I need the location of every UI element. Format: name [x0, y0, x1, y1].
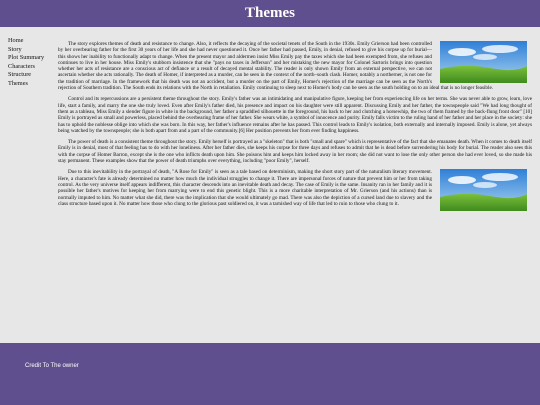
sidebar-item-story[interactable]: Story [8, 45, 22, 53]
paragraph-theme-intro: The story explores themes of death and resistance to change. Also, it reflects the decaying of the societal tenets of the South in the 1930s. Emily Grierson had been controlled by her overbearing father for the first 30 years of her life and she had never questioned it. Once her father had passed, Emily, in denial, refused to give his corpse up for burial—this shows her inability to functionally adapt to change. When the present mayor and aldermen insist Miss Emily pay the taxes which she had been exempted from, she refuses and continues to live in her house. Miss Emily's stubborn insistence that she "pays no taxes in Jefferson" and her mistaking the new mayor for Colonel Sartoris brings into question whether her acts of resistance are a conscious act of defiance or a result of decayed mental stability. The reader is only shown Emily from an external perspective, we can not ascertain whether she acts rationally. The death of Homer, if interpreted as a murder, can be seen in the context of the north–south clash. Homer, notably a northerner, is not one for the tradition of marriage. In the framework that his death was not an accident, but a murder on the part of Emily, Homer's rejection of the marriage can be seen as the North's rejection of Southern tradition. The South ends its relations with the North in retaliation. Emily continuing to sleep next to Homer's body can be seen as the south holding on to an ideal that is no longer feasible. [58, 41, 494, 92]
paragraph-determinism: Due to this inevitability in the portrayal of death, "A Rose for Emily" is seen as a tale based on determinism, making the short story part of the naturalism literary movement. Here, a character's fate is already determined no matter how much the individual struggles to change it. There are impersonal forces of nature that prevent him or her from taking control. As the very universe itself appears indifferent, this character descends into an inevitable death and decay. The case of Emily is the same. Insanity ran in her family and it is possible her father's motives for keeping her from marrying were to end this genetic blight. This is a more charitable interpretation of Mr. Grierson (and his actions) than is normally imputed to him. No matter what she did, there was the implication that she would ultimately go mad. There was also the depiction of a cursed land due to slavery and the class structure based upon it. No matter how those who clung to the glorious past soldiered on, it was a tarnished way of life that led to ruin to those who clung to it. [58, 169, 432, 207]
landscape-image-icon [440, 41, 527, 83]
landscape-image-icon [440, 41, 527, 83]
sidebar-item-plot-summary[interactable]: Plot Summary [8, 54, 45, 62]
landscape-image-icon [440, 169, 527, 211]
sidebar-item-characters[interactable]: Characters [8, 62, 35, 70]
paragraph-death: The power of death is a consistent theme throughout the story. Emily herself is portrayed as a "skeleton" that is both "small and spare" which is representative of the fact that she emanates death. When it comes to death itself Emily is in denial, most of that feeling has to do with her loneliness. After her father dies, she keeps his corpse for three days and refuses to admit that he is dead before surrendering his body for burial. The reader also sees this with the corpse of Homer Barron, except she is the one who inflicts death upon him. She poisons him and keeps him locked away in her room; she did not want to lose the only other person she had ever loved, so she made his stay permanent. These examples show that the power of death triumphs over everything, including "poor Emily", herself. [58, 139, 532, 165]
sidebar-item-themes[interactable]: Themes [8, 79, 28, 87]
paragraph-control: Control and its repercussions are a persistent theme throughout the story. Emily's father was an intimidating and manipulative figure, keeping her from experiencing life on her terms. She was never able to grow, learn, love life, start a family, and marry the one she truly loved. Even after Emily's father died, his presence and impact on his daughter were still apparent. Discussing Emily and her father, the townspeople said "We had long thought of them as a tableau, Miss Emily a slender figure in white in the background, her father a spraddled silhouette in the foreground, his back to her and clutching a horsewhip, the two of them framed by the back-flung front door" [10] Emily is portrayed as small and powerless, placed behind the overbearing frame of her father. She wears white, a symbol of innocence and purity. Emily falls victim to the ruling hand of her father and her place in the society: she has to uphold the noblesse oblige into which she was born. In this way, her father's influence remains after he has passed. This control leads to Emily's isolation, both externally and internally imposed. Emily is alone, yet always being watched by the townspeople; she is both apart from and a part of the community.[6] Her position prevents her from ever finding happiness. [58, 96, 532, 134]
landscape-image-icon [440, 169, 527, 211]
site-footer [0, 343, 540, 405]
page-title: Themes [245, 5, 295, 21]
footer-credit: Credit To The owner [25, 363, 79, 369]
sidebar-item-home[interactable]: Home [8, 37, 24, 44]
sidebar-nav [8, 37, 60, 89]
main-content [58, 41, 532, 341]
site-header [0, 0, 540, 27]
sidebar-item-structure[interactable]: Structure [8, 71, 32, 79]
